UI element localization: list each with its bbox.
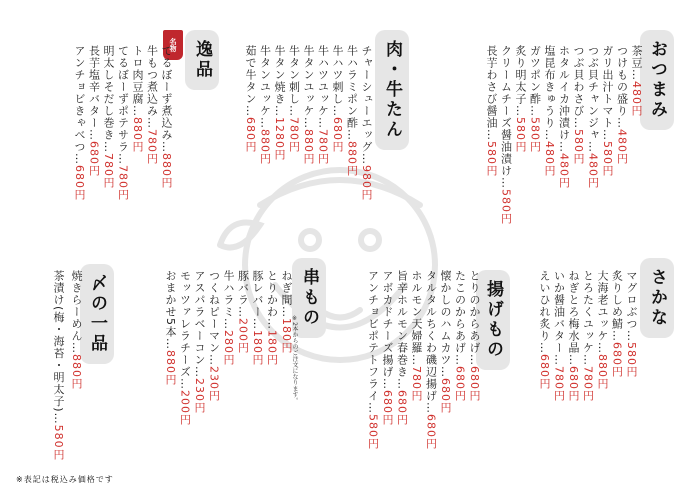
menu-item [500,45,513,225]
leader-dots: … [586,141,600,153]
menu-item-name: ねぎとろ梅水晶 [567,270,580,354]
menu-item [259,45,272,165]
menu-item-price: 200円 [178,390,192,426]
menu-item [538,270,551,390]
menu-item-name: モッツァレラチーズ [178,270,192,378]
leader-dots: … [258,117,272,129]
menu-item-price: 780円 [287,117,301,153]
menu-item [630,45,643,117]
leader-dots: … [601,129,614,141]
leader-dots: … [273,105,286,117]
leader-dots: … [625,330,638,342]
menu-item [439,270,452,414]
menu-item-price: 880円 [164,350,177,386]
leader-dots: … [543,129,556,141]
leader-dots: … [145,117,159,129]
leader-dots: … [164,338,177,350]
menu-item-name: トロ肉豆腐 [131,45,144,105]
leader-dots: … [207,354,221,366]
menu-item-name: つぶ貝わさび [572,45,585,117]
leader-dots: … [630,69,643,81]
menu-item-name: 牛ハラミ [222,270,235,318]
menu-item [244,45,257,153]
menu-item-price: 880円 [131,117,144,153]
menu-item [553,270,566,402]
leader-dots: … [316,117,330,129]
section-title-otsumami: おつまみ [640,30,674,130]
menu-item-name: ホルモン天婦羅 [410,270,423,354]
leader-dots: … [287,105,301,117]
menu-item-name: おまかせ5本 [164,270,177,338]
tax-included-note: ※表記は税込み価格です [16,475,114,484]
leader-dots: … [116,153,130,165]
menu-item-price: 780円 [552,366,566,402]
menu-item-price: 680円 [453,366,467,402]
menu-item [73,45,86,201]
menu-item-name: えいひれ炙り [538,270,551,342]
leader-dots: … [360,153,373,165]
leader-dots: … [485,129,498,141]
section-title-niku-gyutan: 肉・牛たん [375,30,409,150]
menu-item [410,270,423,402]
leader-dots: … [193,366,206,378]
menu-item-name: 牛ハツ刺し [331,45,344,105]
menu-item-name: つけもの盛り [615,45,629,117]
menu-item [280,270,293,354]
menu-item-name: アスパラベーコン [193,270,206,366]
menu-item-name: 長芋塩辛バター [87,45,101,129]
menu-item-name: つぶ貝チャンジャ [586,45,600,141]
menu-item-name: 豚バラ [236,270,250,306]
menu-item-price: 230円 [193,378,206,414]
menu-item-name: 長芋わさび醤油 [485,45,498,129]
menu-item [251,270,264,366]
menu-item-price: 880円 [596,354,609,390]
menu-item-price: 580円 [601,141,614,177]
menu-item-price: 680円 [73,165,86,201]
menu-item-name: ガリ出汁トマト [601,45,614,129]
leader-dots: … [552,354,566,366]
menu-item-name: 豚レバー [251,270,264,318]
menu-item-name: てるぼーずポテサラ [116,45,130,153]
menu-item-price: 680円 [331,117,344,153]
menu-item-price: 780円 [116,165,130,201]
menu-item [381,270,394,426]
leader-dots: … [265,318,279,330]
menu-item-price: 880円 [258,129,272,165]
menu-item-name: 牛ハツユッケ [316,45,330,117]
menu-item-name: ねぎ間 [280,270,293,306]
menu-item [208,270,221,402]
menu-item-price: 580円 [52,424,65,461]
menu-item [367,270,380,450]
leader-dots: … [424,402,438,414]
leader-dots: … [52,412,65,425]
menu-item-price: 780円 [145,129,159,165]
leader-dots: … [331,105,344,117]
leader-dots: … [395,378,409,390]
menu-item [146,45,159,165]
menu-item-name: クリームチーズ醤油漬け [499,45,513,177]
menu-item [514,45,527,153]
menu-item-price: 680円 [538,354,551,390]
menu-item [102,45,115,189]
menu-item-name: タルタルちくわ磯辺揚げ [424,270,438,402]
menu-item-price: 880円 [160,153,173,189]
leader-dots: … [73,153,86,165]
menu-item [454,270,467,402]
menu-item-price: 480円 [543,141,556,177]
menu-item [616,45,629,165]
leader-dots: … [222,318,235,330]
menu-item-name: 懐かしのハムカツ [439,270,452,366]
leader-dots: … [528,105,542,117]
menu-item-price: 780円 [102,153,115,189]
leader-dots: … [468,354,481,366]
menu-item-name: 牛タン刺し [287,45,301,105]
menu-item-price: 180円 [251,330,264,366]
leader-dots: … [160,141,173,153]
leader-dots: … [366,402,380,414]
menu-item-price: 680円 [567,366,580,402]
menu-item-name: 牛タンユッケ [302,45,315,117]
menu-item [572,45,585,165]
leader-dots: … [70,342,83,354]
menu-item-name: 炙り明太子 [514,45,527,105]
leader-dots: … [538,342,551,354]
leader-dots: … [87,129,101,141]
menu-item-name: てるぼーず煮込み [160,45,173,141]
leader-dots: … [178,378,192,390]
section-title-sakana: さかな [640,258,674,338]
menu-item-name: アボカドチーズ揚げ [381,270,394,378]
section-title-agemono: 揚げもの [476,270,510,370]
section-title-shime: 〆の一品 [80,264,114,364]
leader-dots: … [381,378,394,390]
menu-item-price: 280円 [222,330,235,366]
menu-item-name: 炙りしめ鯖 [610,270,624,330]
menu-item [625,270,638,378]
menu-item [193,270,206,414]
menu-item-price: 680円 [468,366,481,402]
menu-item [302,45,315,165]
menu-item-price: 580円 [514,117,527,153]
menu-item-price: 880円 [302,129,315,165]
menu-item [360,45,373,201]
menu-item-name: 大海老ユッケ [596,270,609,342]
menu-item-price: 580円 [366,414,380,450]
menu-item-name: 牛もつ煮込み [145,45,159,117]
menu-item [52,270,65,461]
menu-item [70,270,83,390]
leader-dots: … [596,342,609,354]
leader-dots: … [302,117,315,129]
leader-dots: … [581,354,595,366]
leader-dots: … [615,117,629,129]
menu-item-name: アンチョビきゃべつ [73,45,86,153]
leader-dots: … [236,306,250,318]
leader-dots: … [610,330,624,342]
menu-item [601,45,614,177]
menu-item-name: マグロぶつ [625,270,638,330]
menu-item-name: 焼きらーめん [70,270,83,342]
menu-item-price: 680円 [381,390,394,426]
menu-item-price: 580円 [528,117,542,153]
menu-item-name: とりかわ [265,270,279,318]
menu-item [317,45,330,165]
menu-item-price: 780円 [581,366,595,402]
menu-item-name: 旨辛ホルモン春巻き [395,270,409,378]
menu-item-name: 茹で牛タン [244,45,257,105]
menu-item-price: 480円 [630,81,643,117]
menu-item-price: 680円 [244,117,257,153]
menu-item [468,270,481,402]
menu-item [266,270,279,366]
menu-item-name: 茶豆 [630,45,643,69]
menu-item-price: 680円 [610,342,624,378]
menu-item [567,270,580,402]
menu-item [425,270,438,450]
menu-item-price: 780円 [410,366,423,402]
menu-item [582,270,595,402]
menu-item [237,270,250,354]
leader-dots: … [345,129,359,141]
menu-item-name: ガツポン酢 [528,45,542,105]
kushimono-order-note: ※2本からのご注文になります。 [291,315,298,404]
leader-dots: … [572,117,585,129]
menu-item [331,45,344,153]
section-title-kushimono: 串もの [292,258,326,338]
leader-dots: … [557,141,571,153]
menu-item-name: いか醤油バター [552,270,566,354]
menu-item [273,45,286,161]
section-title-ippin: 逸品 [185,30,219,90]
menu-item [587,45,600,189]
menu-item-price: 200円 [236,318,250,354]
leader-dots: … [102,141,115,153]
menu-item-price: 680円 [424,414,438,450]
menu-item-name: とろたくユッケ [581,270,595,354]
menu-item [160,45,173,189]
menu-item-price: 1280円 [273,117,286,161]
menu-item-price: 580円 [572,129,585,165]
leader-dots: … [439,366,452,378]
menu-item-price: 480円 [586,153,600,189]
menu-item-name: 塩昆布きゅうり [543,45,556,129]
menu-item-name: 牛ハラミポン酢 [345,45,359,129]
menu-item-price: 580円 [485,141,498,177]
leader-dots: … [567,354,580,366]
menu-item-name: 明太しそだし巻き [102,45,115,141]
leader-dots: … [499,177,513,189]
menu-item-price: 180円 [265,330,279,366]
leader-dots: … [131,105,144,117]
menu-item [558,45,571,189]
menu-item-price: 880円 [345,141,359,177]
leader-dots: … [453,354,467,366]
leader-dots: … [251,318,264,330]
menu-item-name: チャーシューエッグ [360,45,373,153]
menu-item [131,45,144,153]
menu-item-price: 580円 [625,342,638,378]
menu-item [529,45,542,153]
menu-item-price: 480円 [615,129,629,165]
leader-dots: … [514,105,527,117]
menu-item [485,45,498,177]
menu-item-name: 牛タン焼き [273,45,286,105]
menu-item-price: 680円 [87,141,101,177]
menu-item [288,45,301,153]
menu-item-name: たこのからあげ [453,270,467,354]
menu-item [611,270,624,378]
menu-item-name: つくねピーマン [207,270,221,354]
menu-item [88,45,101,177]
menu-item-price: 680円 [395,390,409,426]
menu-item-price: 980円 [360,165,373,201]
menu-item-price: 680円 [439,378,452,414]
menu-item-name: アンチョビポテトフライ [366,270,380,402]
menu-item-price: 880円 [70,354,83,390]
menu-item [346,45,359,177]
menu-item-price: 780円 [316,129,330,165]
menu-item [179,270,192,426]
menu-item-price: 480円 [557,153,571,189]
menu-item-name: ホタルイカ沖漬け [557,45,571,141]
menu-item-name: とりのからあげ [468,270,481,354]
menu-item-name: 茶漬け(梅・海苔・明太子) [52,270,65,413]
signature-badge: 名物 [163,30,183,60]
menu-item [164,270,177,386]
leader-dots: … [410,354,423,366]
menu-item-price: 230円 [207,366,221,402]
leader-dots: … [244,105,257,117]
menu-item-price: 580円 [499,189,513,225]
menu-item [222,270,235,366]
leader-dots: … [280,306,293,318]
menu-item [396,270,409,426]
menu-item-price: 180円 [280,318,293,354]
menu-item-name: 牛タンユッケ [258,45,272,117]
menu-item [596,270,609,390]
menu-item [117,45,130,201]
menu-item [543,45,556,177]
